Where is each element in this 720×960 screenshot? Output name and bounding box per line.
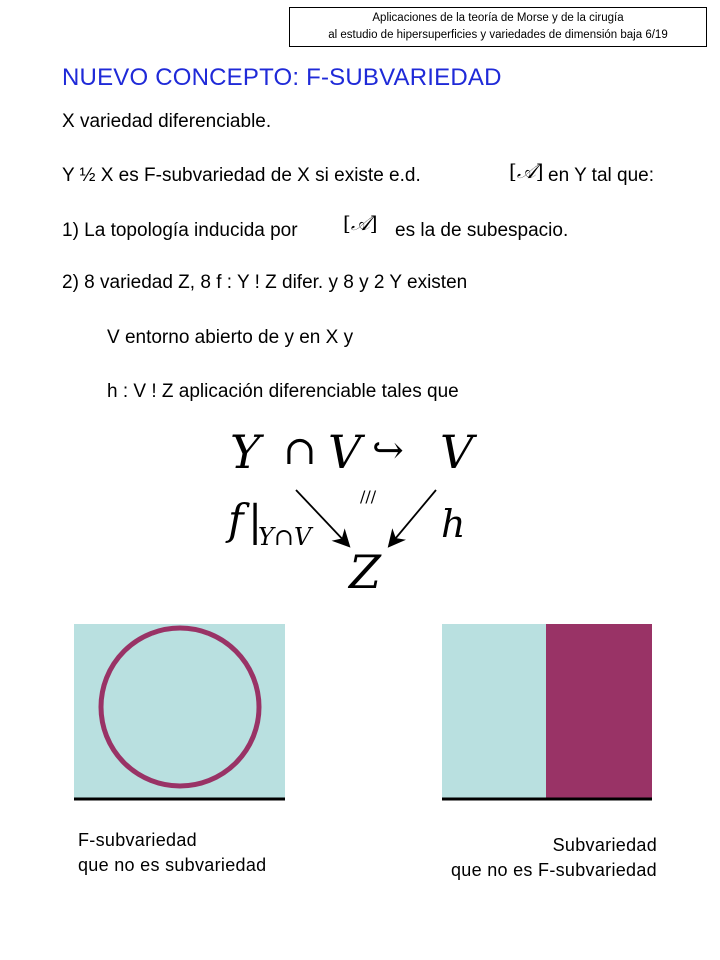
text-line-6: h : V ! Z aplicación diferenciable tales que bbox=[107, 381, 459, 402]
arrow-h bbox=[390, 490, 436, 545]
text-line-3a: 1) La topología inducida por bbox=[62, 220, 298, 241]
text-line-3b: es la de subespacio. bbox=[395, 220, 569, 241]
math-hook-arrow: ↪ bbox=[372, 428, 404, 472]
caption-left bbox=[78, 828, 266, 878]
caption-right bbox=[396, 833, 657, 883]
right-dark-half bbox=[546, 624, 652, 799]
math-Y: Y bbox=[230, 425, 261, 479]
figure-subvariety bbox=[438, 622, 658, 807]
text-line-2a: Y ½ X es F-subvariedad de X si existe e.d. bbox=[62, 165, 421, 186]
left-square bbox=[74, 624, 285, 799]
figure-f-subvariety bbox=[72, 622, 292, 807]
math-Z: Z bbox=[349, 545, 381, 599]
math-f: f bbox=[228, 495, 244, 544]
math-restriction-bar: | bbox=[248, 496, 263, 545]
page-title: NUEVO CONCEPTO: F-SUBVARIEDAD bbox=[62, 64, 502, 91]
math-h: h bbox=[441, 502, 466, 546]
caption-left-line-2: que no es subvariedad bbox=[78, 855, 267, 875]
text-line-5: V entorno abierto de y en X y bbox=[107, 327, 354, 348]
math-cap: ∩ bbox=[283, 428, 317, 474]
text-line-2b: en Y tal que: bbox=[548, 165, 655, 186]
bracket-open: [ bbox=[509, 159, 517, 183]
arrow-f bbox=[296, 490, 348, 545]
caption-right-line-2: que no es F-subvariedad bbox=[450, 860, 657, 880]
cal-a: 𝒜 bbox=[516, 159, 536, 183]
text-line-1: X variedad diferenciable. bbox=[62, 111, 272, 132]
bracket-close: ] bbox=[369, 211, 378, 235]
bracket-open: [ bbox=[343, 211, 351, 235]
text-line-4: 2) 8 variedad Z, 8 f : Y ! Z difer. y 8 y 2 Y existen bbox=[62, 272, 468, 293]
math-subscript: Y∩V bbox=[258, 523, 312, 551]
bracket-close: ] bbox=[535, 159, 544, 183]
right-light-half bbox=[442, 624, 546, 799]
cal-a: 𝒜 bbox=[350, 211, 370, 235]
header-line-2-text: al estudio de hipersuperficies y variedades de dimensión baja bbox=[328, 29, 643, 41]
header-line-1: Aplicaciones de la teoría de Morse y de la cirugía bbox=[372, 12, 624, 24]
math-congruence: /// bbox=[360, 487, 377, 506]
math-V-1: V bbox=[328, 425, 362, 479]
caption-right-line-1: Subvariedad bbox=[552, 835, 657, 855]
caption-left-line-1: F-subvariedad bbox=[78, 830, 197, 850]
page-number: 6/19 bbox=[645, 29, 668, 41]
math-V-2: V bbox=[440, 425, 474, 479]
